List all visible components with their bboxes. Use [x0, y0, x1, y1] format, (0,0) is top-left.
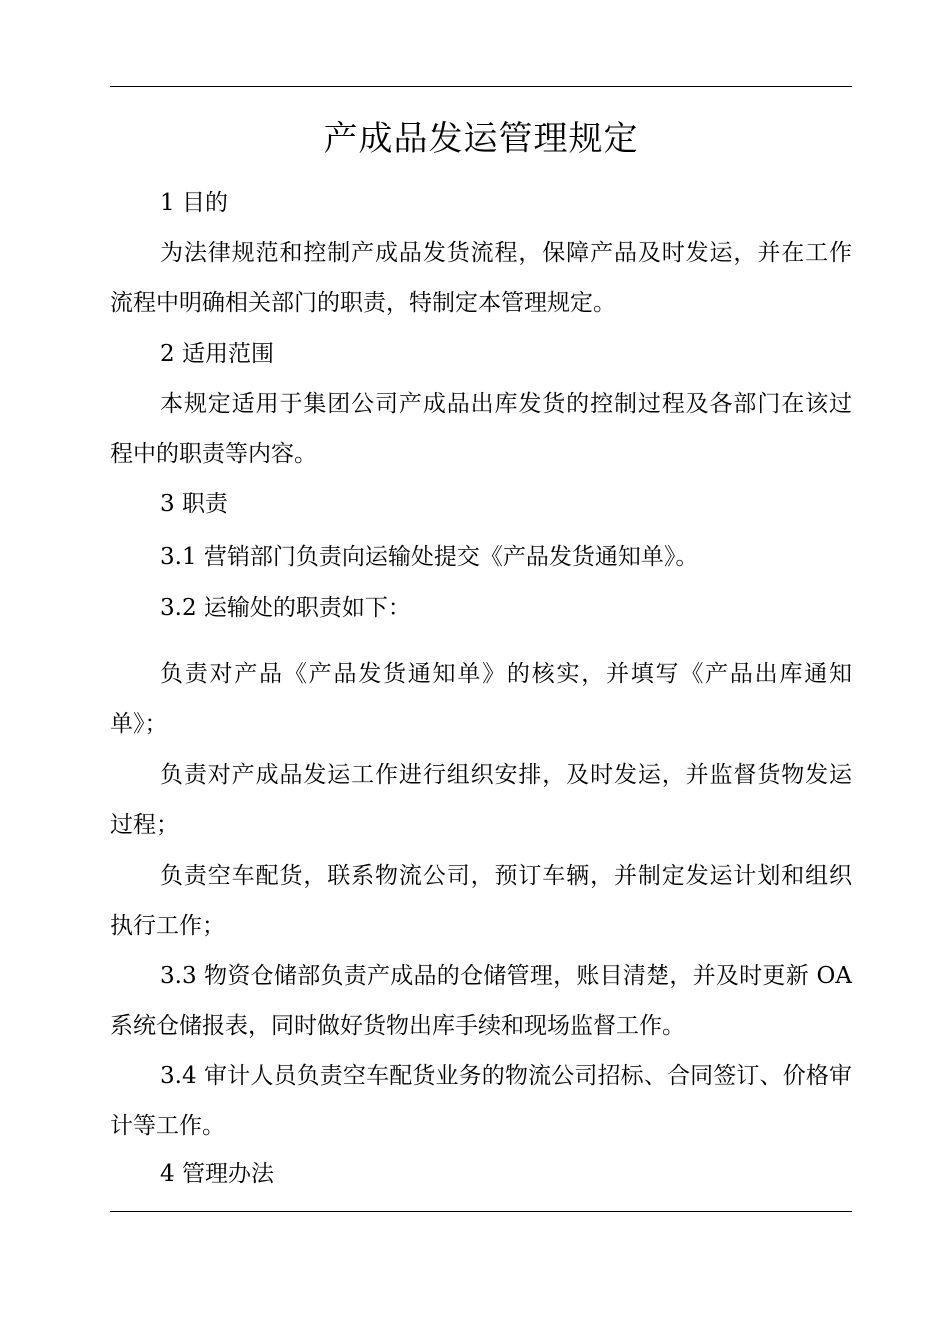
paragraph-line: 本规定适用于集团公司产成品出库发货的控制过程及各部门在该过: [160, 391, 852, 417]
paragraph-line: 过程；: [110, 812, 179, 838]
paragraph-line: 3.4 审计人员负责空车配货业务的物流公司招标、合同签订、价格审: [160, 1063, 852, 1089]
section-heading-purpose: 1 目的: [160, 190, 228, 216]
section-heading-management: 4 管理办法: [160, 1161, 274, 1187]
header-rule: [110, 86, 852, 87]
paragraph-line: 负责对产品《产品发货通知单》的核实，并填写《产品出库通知: [160, 661, 852, 687]
document-title: 产成品发运管理规定: [323, 119, 639, 159]
paragraph-line: 系统仓储报表，同时做好货物出库手续和现场监督工作。: [110, 1013, 685, 1039]
paragraph-line: 3.3 物资仓储部负责产成品的仓储管理，账目清楚，并及时更新 OA: [160, 963, 852, 989]
paragraph-line: 单》；: [110, 711, 168, 737]
paragraph-line: 3.1 营销部门负责向运输处提交《产品发货通知单》。: [160, 544, 699, 570]
footer-rule: [110, 1211, 852, 1212]
paragraph-line: 3.2 运输处的职责如下：: [160, 595, 411, 621]
paragraph-line: 流程中明确相关部门的职责，特制定本管理规定。: [110, 290, 616, 316]
paragraph-line: 程中的职责等内容。: [110, 441, 317, 467]
section-heading-duties: 3 职责: [160, 491, 228, 517]
paragraph-line: 为法律规范和控制产成品发货流程，保障产品及时发运，并在工作: [160, 240, 852, 266]
paragraph-line: 计等工作。: [110, 1113, 225, 1139]
paragraph-line: 负责对产成品发运工作进行组织安排，及时发运，并监督货物发运: [160, 762, 852, 788]
paragraph-line: 执行工作；: [110, 913, 225, 939]
paragraph-line: 负责空车配货，联系物流公司，预订车辆，并制定发运计划和组织: [160, 863, 852, 889]
section-heading-scope: 2 适用范围: [160, 341, 274, 367]
